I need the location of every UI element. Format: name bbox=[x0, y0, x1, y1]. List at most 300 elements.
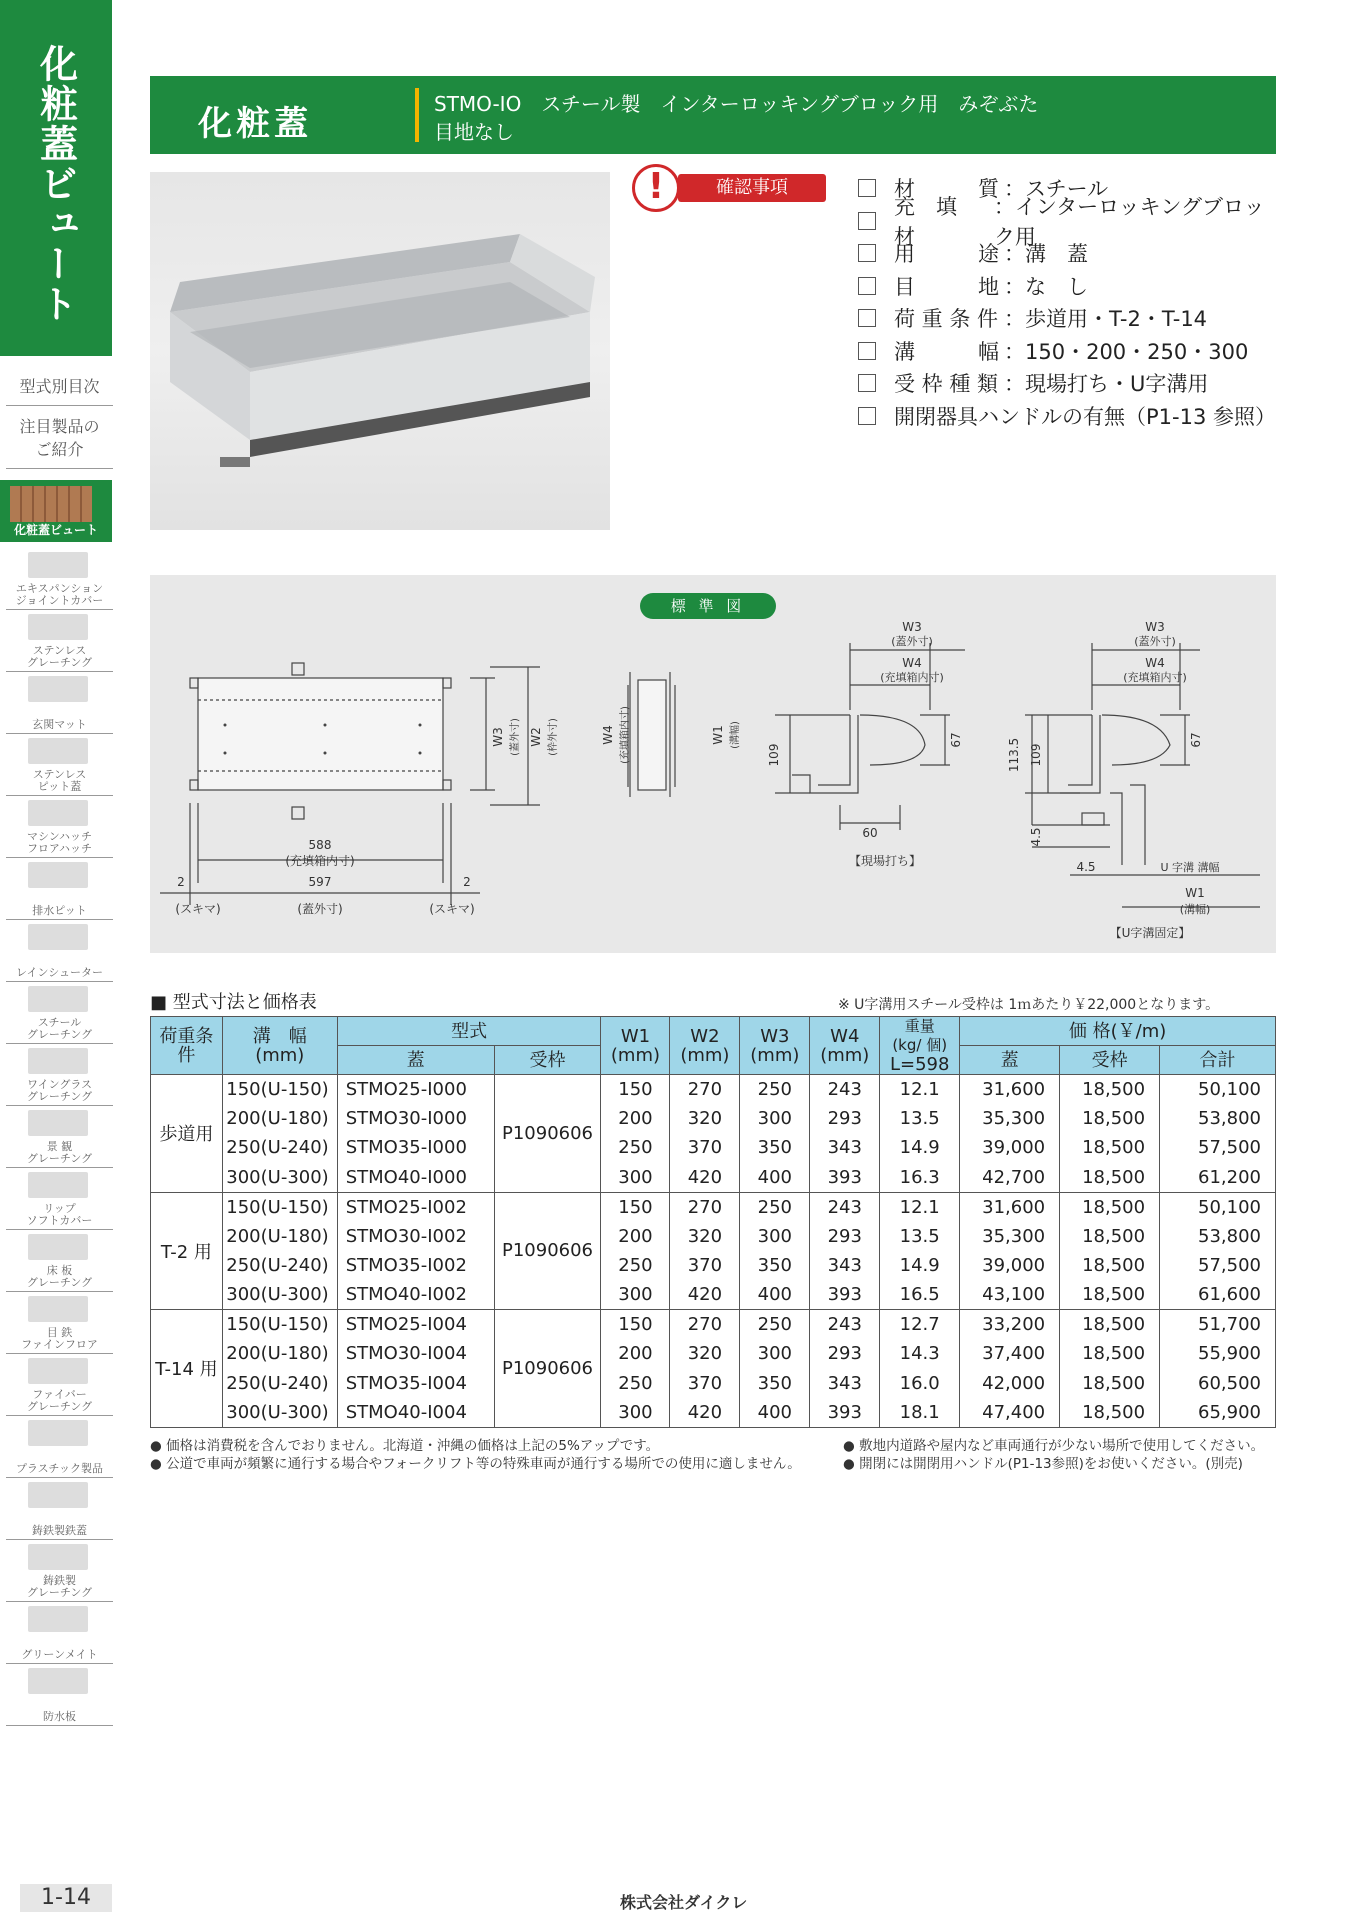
header-subtitle-2: 目地なし bbox=[434, 120, 514, 144]
model-cell: STMO40-I002 bbox=[337, 1280, 494, 1309]
spec-value: ：な し bbox=[1004, 274, 1088, 299]
svg-text:(溝幅): (溝幅) bbox=[730, 721, 741, 749]
note-item: ● 公道で車両が頻繁に通行する場合やフォークリフト等の特殊車両が通行する場所での使用に適しません。 bbox=[150, 1456, 801, 1472]
frame-cell: P1090606 bbox=[494, 1075, 601, 1193]
sidebar-item[interactable] bbox=[6, 610, 113, 672]
w3-cell: 250 bbox=[740, 1192, 810, 1221]
product-thumb-icon bbox=[28, 552, 88, 578]
table-row bbox=[151, 1251, 1276, 1280]
svg-text:(溝幅): (溝幅) bbox=[1179, 903, 1211, 916]
w1-cell: 250 bbox=[601, 1133, 670, 1162]
sidebar-item[interactable] bbox=[6, 796, 113, 858]
col-w4: W4 (mm) bbox=[810, 1017, 880, 1075]
sidebar-item-label: エキスパンション ジョイントカバー bbox=[15, 582, 104, 607]
svg-text:67: 67 bbox=[1189, 732, 1203, 748]
price-total-cell: 51,700 bbox=[1160, 1310, 1276, 1339]
col-w3: W3 (mm) bbox=[740, 1017, 810, 1075]
price-frame-cell: 18,500 bbox=[1060, 1221, 1160, 1250]
svg-text:W3: W3 bbox=[902, 620, 922, 634]
steel-box-icon bbox=[150, 172, 610, 530]
checkbox-icon[interactable] bbox=[858, 309, 876, 327]
price-cover-cell: 39,000 bbox=[960, 1133, 1060, 1162]
w2-cell: 320 bbox=[670, 1339, 740, 1368]
checkbox-icon[interactable] bbox=[858, 407, 876, 425]
sidebar-item[interactable] bbox=[6, 982, 113, 1044]
svg-text:588: 588 bbox=[308, 838, 332, 852]
w4-cell: 343 bbox=[810, 1368, 880, 1397]
w3-cell: 300 bbox=[740, 1104, 810, 1133]
width-cell: 250(U-240) bbox=[222, 1133, 337, 1162]
table-row bbox=[151, 1368, 1276, 1397]
width-cell: 150(U-150) bbox=[222, 1310, 337, 1339]
sidebar-item[interactable] bbox=[6, 920, 113, 982]
w4-cell: 293 bbox=[810, 1339, 880, 1368]
model-cell: STMO25-I000 bbox=[337, 1075, 494, 1104]
price-total-cell: 55,900 bbox=[1160, 1339, 1276, 1368]
weight-cell: 12.1 bbox=[880, 1192, 960, 1221]
price-total-cell: 57,500 bbox=[1160, 1251, 1276, 1280]
weight-cell: 12.1 bbox=[880, 1075, 960, 1104]
svg-text:4.5: 4.5 bbox=[1076, 860, 1096, 874]
weight-cell: 14.3 bbox=[880, 1339, 960, 1368]
w4-cell: 243 bbox=[810, 1075, 880, 1104]
price-total-cell: 61,600 bbox=[1160, 1280, 1276, 1309]
model-cell: STMO25-I002 bbox=[337, 1192, 494, 1221]
note-item: ● 開閉には開閉用ハンドル(P1-13参照)をお使いください。(別売) bbox=[843, 1456, 1243, 1472]
price-frame-cell: 18,500 bbox=[1060, 1192, 1160, 1221]
col-weight: 重量 (kg/ 個) L=598 bbox=[880, 1017, 960, 1075]
width-cell: 150(U-150) bbox=[222, 1075, 337, 1104]
svg-text:(スキマ): (スキマ) bbox=[429, 902, 475, 916]
svg-text:W1: W1 bbox=[711, 725, 725, 745]
diagram-drawing bbox=[150, 575, 1276, 953]
svg-text:(充填箱内寸): (充填箱内寸) bbox=[620, 706, 631, 764]
w3-cell: 400 bbox=[740, 1398, 810, 1427]
svg-text:(枠外寸): (枠外寸) bbox=[548, 718, 559, 756]
sidebar-item-label: リップ ソフトカバー bbox=[26, 1202, 93, 1227]
spec-row bbox=[858, 367, 1278, 400]
svg-text:597: 597 bbox=[308, 875, 332, 889]
product-thumb-icon bbox=[28, 1110, 88, 1136]
table-row bbox=[151, 1280, 1276, 1309]
product-thumb-icon bbox=[28, 1234, 88, 1260]
sidebar-menu-featured[interactable]: 注目製品の ご紹介 bbox=[6, 406, 113, 469]
price-cover-cell: 37,400 bbox=[960, 1339, 1060, 1368]
w2-cell: 270 bbox=[670, 1192, 740, 1221]
w4-cell: 393 bbox=[810, 1398, 880, 1427]
sidebar bbox=[0, 0, 113, 1920]
table-note: ※ U字溝用スチール受枠は 1ｍあたり￥22,000となります。 bbox=[838, 997, 1220, 1013]
w4-cell: 243 bbox=[810, 1192, 880, 1221]
table-title: ■ 型式寸法と価格表 bbox=[150, 992, 317, 1013]
col-price-frame: 受枠 bbox=[1060, 1046, 1160, 1075]
w1-cell: 200 bbox=[601, 1339, 670, 1368]
table-row bbox=[151, 1221, 1276, 1250]
svg-text:(充填箱内寸): (充填箱内寸) bbox=[1123, 671, 1187, 684]
product-thumb-icon bbox=[28, 1296, 88, 1322]
sidebar-item-label: マシンハッチ フロアハッチ bbox=[26, 830, 93, 855]
frame-cell: P1090606 bbox=[494, 1192, 601, 1310]
svg-text:W3: W3 bbox=[1145, 620, 1165, 634]
col-price-total: 合計 bbox=[1160, 1046, 1276, 1075]
svg-text:67: 67 bbox=[949, 732, 963, 748]
sidebar-item-label: ファイバー グレーチング bbox=[26, 1388, 93, 1413]
sidebar-item[interactable] bbox=[6, 1044, 113, 1106]
sidebar-item[interactable] bbox=[6, 1106, 113, 1168]
sidebar-item-label: グリーンメイト bbox=[21, 1648, 98, 1661]
price-total-cell: 50,100 bbox=[1160, 1192, 1276, 1221]
sidebar-item-label: プラスチック製品 bbox=[15, 1462, 104, 1475]
w4-cell: 343 bbox=[810, 1133, 880, 1162]
load-condition-cell: T-2 用 bbox=[151, 1192, 223, 1310]
weight-cell: 13.5 bbox=[880, 1221, 960, 1250]
width-cell: 250(U-240) bbox=[222, 1251, 337, 1280]
svg-text:(充填箱内寸): (充填箱内寸) bbox=[285, 854, 355, 868]
w3-cell: 400 bbox=[740, 1163, 810, 1192]
sidebar-item[interactable] bbox=[6, 1664, 113, 1726]
product-thumb-icon bbox=[28, 1482, 88, 1508]
spec-value: ：現場打ち・U字溝用 bbox=[1004, 372, 1209, 397]
sidebar-item-label: 床 板 グレーチング bbox=[26, 1264, 93, 1289]
product-thumb-icon bbox=[28, 1048, 88, 1074]
sidebar-item-label: 排水ピット bbox=[32, 904, 87, 917]
model-cell: STMO35-I004 bbox=[337, 1368, 494, 1397]
spec-checklist bbox=[858, 172, 1278, 432]
w4-cell: 293 bbox=[810, 1221, 880, 1250]
price-frame-cell: 18,500 bbox=[1060, 1368, 1160, 1397]
svg-text:(蓋外寸): (蓋外寸) bbox=[510, 718, 521, 756]
note-item: ● 価格は消費税を含んでおりません。北海道・沖縄の価格は上記の5%アップです。 bbox=[150, 1438, 660, 1454]
confirm-label: 確認事項 bbox=[678, 174, 826, 202]
model-cell: STMO35-I000 bbox=[337, 1133, 494, 1162]
price-total-cell: 53,800 bbox=[1160, 1221, 1276, 1250]
sidebar-item-active[interactable]: 化粧蓋ビュート bbox=[0, 480, 112, 542]
spec-label: 荷 重 条 件 bbox=[894, 307, 999, 332]
spec-row bbox=[858, 400, 1278, 433]
sidebar-item[interactable] bbox=[6, 1230, 113, 1292]
width-cell: 300(U-300) bbox=[222, 1280, 337, 1309]
col-model: 型式 bbox=[337, 1017, 601, 1046]
svg-text:2: 2 bbox=[463, 875, 471, 889]
checkbox-icon[interactable] bbox=[858, 179, 876, 197]
width-cell: 200(U-180) bbox=[222, 1221, 337, 1250]
w1-cell: 150 bbox=[601, 1310, 670, 1339]
svg-text:4.5: 4.5 bbox=[1029, 827, 1043, 847]
width-cell: 300(U-300) bbox=[222, 1163, 337, 1192]
sidebar-item[interactable] bbox=[6, 1168, 113, 1230]
sidebar-item[interactable] bbox=[6, 1416, 113, 1478]
spec-label: 溝 幅 bbox=[894, 339, 999, 364]
sidebar-item[interactable] bbox=[6, 1540, 113, 1602]
w3-cell: 350 bbox=[740, 1251, 810, 1280]
price-total-cell: 53,800 bbox=[1160, 1104, 1276, 1133]
svg-text:(充填箱内寸): (充填箱内寸) bbox=[880, 671, 944, 684]
svg-text:W2: W2 bbox=[529, 727, 543, 747]
spec-value: ：150・200・250・300 bbox=[1004, 339, 1249, 364]
table-row bbox=[151, 1133, 1276, 1162]
sidebar-item[interactable] bbox=[6, 1292, 113, 1354]
price-frame-cell: 18,500 bbox=[1060, 1398, 1160, 1427]
spec-value: ：溝 蓋 bbox=[1004, 242, 1088, 267]
weight-cell: 18.1 bbox=[880, 1398, 960, 1427]
col-price: 価 格(￥/m) bbox=[960, 1017, 1276, 1046]
w2-cell: 370 bbox=[670, 1133, 740, 1162]
w3-cell: 400 bbox=[740, 1280, 810, 1309]
w4-cell: 343 bbox=[810, 1251, 880, 1280]
price-cover-cell: 42,700 bbox=[960, 1163, 1060, 1192]
sidebar-item-label: 防水板 bbox=[43, 1710, 76, 1723]
svg-text:2: 2 bbox=[177, 875, 185, 889]
svg-text:W4: W4 bbox=[902, 656, 922, 670]
col-model-cover: 蓋 bbox=[337, 1046, 494, 1075]
svg-text:(蓋外寸): (蓋外寸) bbox=[891, 635, 933, 648]
w1-cell: 200 bbox=[601, 1221, 670, 1250]
checkbox-icon[interactable] bbox=[858, 212, 876, 230]
table-row bbox=[151, 1398, 1276, 1427]
svg-text:(蓋外寸): (蓋外寸) bbox=[297, 902, 343, 916]
price-cover-cell: 47,400 bbox=[960, 1398, 1060, 1427]
spec-value: ：歩道用・T-2・T-14 bbox=[1004, 307, 1208, 332]
svg-text:(スキマ): (スキマ) bbox=[175, 902, 221, 916]
weight-cell: 12.7 bbox=[880, 1310, 960, 1339]
svg-text:(蓋外寸): (蓋外寸) bbox=[1134, 635, 1176, 648]
sidebar-item-label: 玄関マット bbox=[32, 718, 87, 731]
col-w2: W2 (mm) bbox=[670, 1017, 740, 1075]
table-row bbox=[151, 1339, 1276, 1368]
product-thumb-icon bbox=[28, 1544, 88, 1570]
w3-cell: 250 bbox=[740, 1310, 810, 1339]
col-model-frame: 受枠 bbox=[494, 1046, 601, 1075]
model-cell: STMO30-I004 bbox=[337, 1339, 494, 1368]
w1-cell: 150 bbox=[601, 1075, 670, 1104]
price-cover-cell: 39,000 bbox=[960, 1251, 1060, 1280]
spec-row bbox=[858, 270, 1278, 303]
w3-cell: 350 bbox=[740, 1368, 810, 1397]
spec-value: ：スチール bbox=[1004, 177, 1109, 202]
w1-cell: 300 bbox=[601, 1280, 670, 1309]
col-width: 溝 幅 (mm) bbox=[222, 1017, 337, 1075]
price-frame-cell: 18,500 bbox=[1060, 1075, 1160, 1104]
width-cell: 250(U-240) bbox=[222, 1368, 337, 1397]
svg-text:【U字溝固定】: 【U字溝固定】 bbox=[1109, 926, 1191, 940]
svg-text:W1: W1 bbox=[1185, 886, 1205, 900]
w2-cell: 420 bbox=[670, 1280, 740, 1309]
weight-cell: 16.5 bbox=[880, 1280, 960, 1309]
model-cell: STMO30-I000 bbox=[337, 1104, 494, 1133]
w1-cell: 200 bbox=[601, 1104, 670, 1133]
spec-label: 開閉器具ハンドルの有無（P1-13 参照） bbox=[894, 404, 1276, 429]
price-frame-cell: 18,500 bbox=[1060, 1310, 1160, 1339]
sidebar-menu bbox=[6, 366, 113, 469]
table-row bbox=[151, 1104, 1276, 1133]
sidebar-item[interactable] bbox=[6, 1602, 113, 1664]
product-thumb-icon bbox=[28, 738, 88, 764]
price-frame-cell: 18,500 bbox=[1060, 1280, 1160, 1309]
product-thumb-icon bbox=[28, 800, 88, 826]
sidebar-item[interactable] bbox=[6, 1478, 113, 1540]
sidebar-item-label: 鋳鉄製 グレーチング bbox=[26, 1574, 93, 1599]
price-cover-cell: 33,200 bbox=[960, 1310, 1060, 1339]
price-frame-cell: 18,500 bbox=[1060, 1163, 1160, 1192]
price-table bbox=[150, 1016, 1276, 1428]
width-cell: 200(U-180) bbox=[222, 1104, 337, 1133]
svg-text:109: 109 bbox=[767, 743, 781, 767]
w1-cell: 300 bbox=[601, 1163, 670, 1192]
spec-label: 用 途 bbox=[894, 242, 999, 267]
w2-cell: 270 bbox=[670, 1075, 740, 1104]
width-cell: 150(U-150) bbox=[222, 1192, 337, 1221]
sidebar-item-label: レインシューター bbox=[16, 966, 103, 979]
weight-cell: 16.0 bbox=[880, 1368, 960, 1397]
w2-cell: 320 bbox=[670, 1104, 740, 1133]
price-frame-cell: 18,500 bbox=[1060, 1339, 1160, 1368]
product-thumb-icon bbox=[28, 1606, 88, 1632]
note-item: ● 敷地内道路や屋内など車両通行が少ない場所で使用してください。 bbox=[843, 1438, 1265, 1454]
table-row bbox=[151, 1192, 1276, 1221]
weight-cell: 14.9 bbox=[880, 1251, 960, 1280]
exclamation-icon: ! bbox=[632, 164, 680, 212]
w4-cell: 393 bbox=[810, 1163, 880, 1192]
weight-cell: 16.3 bbox=[880, 1163, 960, 1192]
product-photo bbox=[150, 172, 610, 530]
col-price-cover: 蓋 bbox=[960, 1046, 1060, 1075]
table-row bbox=[151, 1310, 1276, 1339]
spec-label: 充 填 材 bbox=[894, 194, 978, 249]
sidebar-item-label: ステンレス グレーチング bbox=[26, 644, 93, 669]
sidebar-item-label: ワイングラス グレーチング bbox=[26, 1078, 93, 1103]
svg-text:113.5: 113.5 bbox=[1007, 737, 1021, 773]
price-cover-cell: 35,300 bbox=[960, 1221, 1060, 1250]
w4-cell: 393 bbox=[810, 1280, 880, 1309]
svg-text:W4: W4 bbox=[1145, 656, 1165, 670]
sidebar-menu-index[interactable]: 型式別目次 bbox=[6, 366, 113, 406]
page-number: 1-14 bbox=[20, 1884, 112, 1912]
spec-value: ：インターロッキングブロック用 bbox=[993, 194, 1265, 249]
w4-cell: 293 bbox=[810, 1104, 880, 1133]
price-total-cell: 65,900 bbox=[1160, 1398, 1276, 1427]
spec-row bbox=[858, 335, 1278, 368]
standard-diagram bbox=[150, 575, 1276, 953]
price-cover-cell: 31,600 bbox=[960, 1192, 1060, 1221]
table-row bbox=[151, 1075, 1276, 1104]
svg-text:60: 60 bbox=[862, 826, 878, 840]
frame-cell: P1090606 bbox=[494, 1310, 601, 1428]
header-bar bbox=[150, 76, 1276, 154]
spec-label: 受 枠 種 類 bbox=[894, 372, 999, 397]
price-cover-cell: 42,000 bbox=[960, 1368, 1060, 1397]
svg-text:U 字溝 溝幅: U 字溝 溝幅 bbox=[1160, 861, 1220, 874]
spec-row bbox=[858, 194, 1278, 249]
sidebar-item-label: 景 観 グレーチング bbox=[26, 1140, 93, 1165]
sidebar-item[interactable] bbox=[6, 672, 113, 734]
svg-text:109: 109 bbox=[1029, 743, 1043, 767]
checkbox-icon[interactable] bbox=[858, 374, 876, 392]
model-cell: STMO40-I004 bbox=[337, 1398, 494, 1427]
svg-text:【現場打ち】: 【現場打ち】 bbox=[848, 854, 922, 868]
w3-cell: 300 bbox=[740, 1339, 810, 1368]
w1-cell: 150 bbox=[601, 1192, 670, 1221]
table-row bbox=[151, 1163, 1276, 1192]
w4-cell: 243 bbox=[810, 1310, 880, 1339]
checkbox-icon[interactable] bbox=[858, 342, 876, 360]
sidebar-list bbox=[6, 548, 113, 1726]
product-thumb-icon bbox=[28, 1358, 88, 1384]
price-total-cell: 61,200 bbox=[1160, 1163, 1276, 1192]
product-thumb-icon bbox=[28, 924, 88, 950]
price-cover-cell: 31,600 bbox=[960, 1075, 1060, 1104]
price-total-cell: 60,500 bbox=[1160, 1368, 1276, 1397]
load-condition-cell: T-14 用 bbox=[151, 1310, 223, 1428]
sidebar-item-label: 目 鉄 ファインフロア bbox=[21, 1326, 98, 1351]
sidebar-item[interactable] bbox=[6, 858, 113, 920]
sidebar-item[interactable] bbox=[6, 1354, 113, 1416]
brand-logo: 株式会社ダイクレ bbox=[620, 1893, 748, 1912]
w1-cell: 250 bbox=[601, 1368, 670, 1397]
product-thumb-icon bbox=[28, 1420, 88, 1446]
product-thumb-icon bbox=[28, 862, 88, 888]
price-total-cell: 50,100 bbox=[1160, 1075, 1276, 1104]
model-cell: STMO40-I000 bbox=[337, 1163, 494, 1192]
weight-cell: 13.5 bbox=[880, 1104, 960, 1133]
checkbox-icon[interactable] bbox=[858, 277, 876, 295]
width-cell: 200(U-180) bbox=[222, 1339, 337, 1368]
spec-label: 目 地 bbox=[894, 274, 999, 299]
col-w1: W1 (mm) bbox=[601, 1017, 670, 1075]
price-total-cell: 57,500 bbox=[1160, 1133, 1276, 1162]
page-title: 化粧蓋 bbox=[198, 104, 312, 144]
spec-row bbox=[858, 302, 1278, 335]
sidebar-item[interactable] bbox=[6, 548, 113, 610]
sidebar-item-label: 鋳鉄製鉄蓋 bbox=[32, 1524, 87, 1537]
product-thumb-icon bbox=[28, 986, 88, 1012]
model-cell: STMO35-I002 bbox=[337, 1251, 494, 1280]
product-thumb-icon bbox=[28, 614, 88, 640]
weight-cell: 14.9 bbox=[880, 1133, 960, 1162]
sidebar-item[interactable] bbox=[6, 734, 113, 796]
price-cover-cell: 43,100 bbox=[960, 1280, 1060, 1309]
price-frame-cell: 18,500 bbox=[1060, 1104, 1160, 1133]
w1-cell: 250 bbox=[601, 1251, 670, 1280]
price-frame-cell: 18,500 bbox=[1060, 1251, 1160, 1280]
model-cell: STMO25-I004 bbox=[337, 1310, 494, 1339]
product-thumb-icon bbox=[28, 1172, 88, 1198]
w2-cell: 270 bbox=[670, 1310, 740, 1339]
col-load: 荷重条件 bbox=[151, 1017, 223, 1075]
svg-text:W3: W3 bbox=[491, 727, 505, 747]
w3-cell: 350 bbox=[740, 1133, 810, 1162]
checkbox-icon[interactable] bbox=[858, 244, 876, 262]
price-cover-cell: 35,300 bbox=[960, 1104, 1060, 1133]
w3-cell: 300 bbox=[740, 1221, 810, 1250]
header-subtitle: STMO-IO スチール製 インターロッキングブロック用 みぞぶた bbox=[434, 92, 1039, 116]
sidebar-title: 化粧蓋ビュート bbox=[0, 0, 112, 356]
sidebar-item-label: ステンレス ピット蓋 bbox=[32, 768, 87, 793]
w2-cell: 320 bbox=[670, 1221, 740, 1250]
model-cell: STMO30-I002 bbox=[337, 1221, 494, 1250]
w2-cell: 370 bbox=[670, 1251, 740, 1280]
header-separator bbox=[415, 88, 419, 142]
w2-cell: 370 bbox=[670, 1368, 740, 1397]
w2-cell: 420 bbox=[670, 1398, 740, 1427]
w2-cell: 420 bbox=[670, 1163, 740, 1192]
load-condition-cell: 歩道用 bbox=[151, 1075, 223, 1193]
product-thumb-icon bbox=[28, 676, 88, 702]
w3-cell: 250 bbox=[740, 1075, 810, 1104]
price-frame-cell: 18,500 bbox=[1060, 1133, 1160, 1162]
product-thumb-icon bbox=[28, 1668, 88, 1694]
sidebar-item-label: スチール グレーチング bbox=[26, 1016, 93, 1041]
width-cell: 300(U-300) bbox=[222, 1398, 337, 1427]
